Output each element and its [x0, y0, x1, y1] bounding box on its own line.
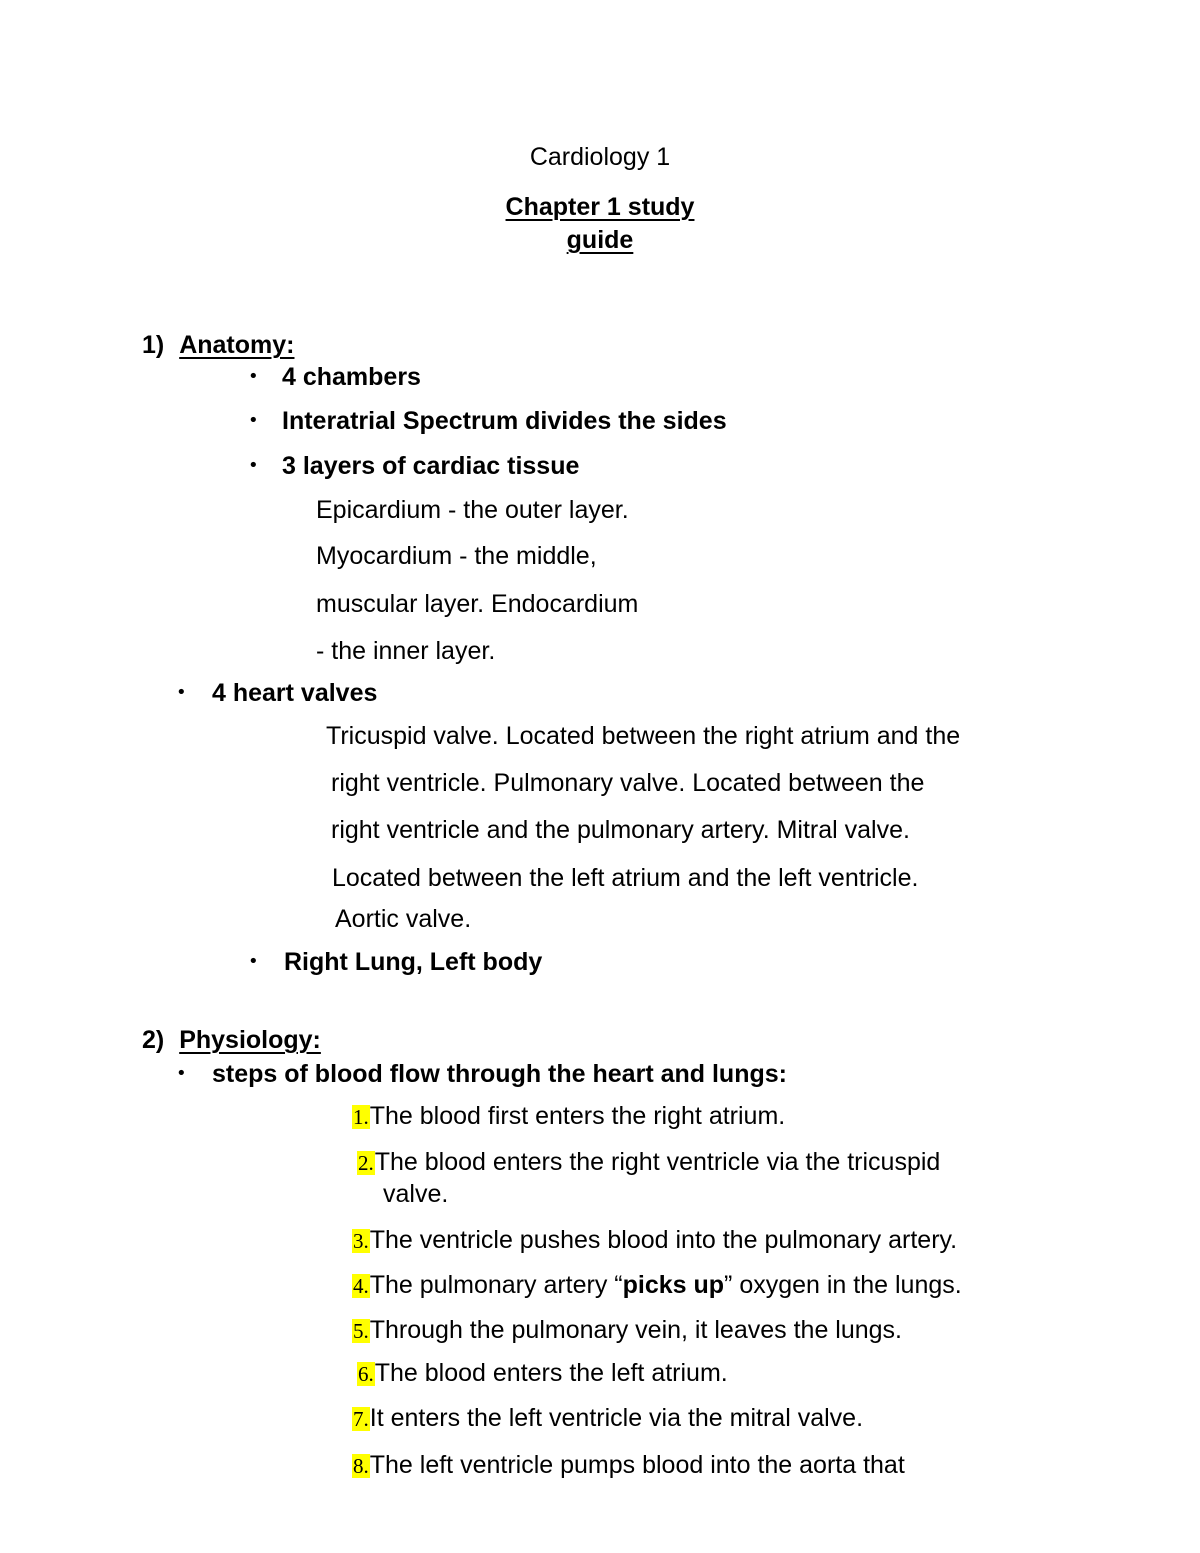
step-number: 3. — [353, 1229, 369, 1253]
section-number: 2) — [142, 1026, 165, 1054]
step-item — [352, 1450, 905, 1481]
bullet-icon: • — [248, 455, 259, 476]
step-text-post: ” oxygen in the lungs. — [724, 1271, 962, 1299]
step-text: The left ventricle pumps blood into the aorta that — [369, 1451, 905, 1479]
valves-heading: 4 heart valves — [212, 679, 378, 707]
bullet-icon: • — [248, 951, 259, 972]
step-item — [357, 1147, 940, 1178]
anatomy-bullet-1: 4 chambers — [282, 363, 421, 391]
document-title: Cardiology 1 — [529, 143, 671, 171]
step-text-bold: picks up — [622, 1271, 725, 1299]
anatomy-bullet-3: 3 layers of cardiac tissue — [282, 452, 580, 480]
step-number: 6. — [358, 1362, 374, 1386]
step-item — [352, 1270, 962, 1301]
step-item — [352, 1225, 957, 1256]
bullet-icon: • — [176, 1063, 187, 1084]
section-number: 1) — [142, 331, 165, 359]
subtitle-text-1: Chapter 1 study — [505, 193, 695, 221]
anatomy-last-bullet: Right Lung, Left body — [284, 948, 543, 976]
document-subtitle-line-1 — [0, 192, 1200, 222]
step-number: 8. — [353, 1454, 369, 1478]
step-item — [352, 1101, 785, 1132]
step-number: 7. — [353, 1407, 369, 1431]
physiology-bullet: steps of blood flow through the heart and lungs: — [212, 1060, 787, 1088]
valves-line-3: right ventricle and the pulmonary artery. Mitral valve. — [331, 816, 910, 844]
document-subtitle-line-2 — [0, 225, 1200, 255]
section-title: Physiology: — [179, 1026, 321, 1054]
step-text: It enters the left ventricle via the mitral valve. — [369, 1404, 864, 1432]
section-title: Anatomy: — [179, 331, 295, 359]
valves-line-2: right ventricle. Pulmonary valve. Located between the — [331, 769, 925, 797]
layers-line-4: - the inner layer. — [316, 637, 496, 665]
step-text: The ventricle pushes blood into the pulmonary artery. — [369, 1226, 958, 1254]
step-number: 2. — [358, 1151, 374, 1175]
step-item — [352, 1403, 863, 1434]
layers-line-1: Epicardium - the outer layer. — [316, 496, 629, 524]
layers-line-3: muscular layer. Endocardium — [316, 590, 639, 618]
section-anatomy-heading — [142, 330, 294, 360]
layers-line-2: Myocardium - the middle, — [316, 542, 597, 570]
anatomy-bullet-2: Interatrial Spectrum divides the sides — [282, 407, 727, 435]
step-text: The blood first enters the right atrium. — [369, 1102, 786, 1130]
step-text: The blood enters the right ventricle via the tricuspid — [374, 1148, 941, 1176]
step-number: 4. — [353, 1274, 369, 1298]
step-text-pre: The pulmonary artery “ — [369, 1271, 623, 1299]
valves-line-5: Aortic valve. — [335, 905, 472, 933]
step-number: 5. — [353, 1319, 369, 1343]
section-physiology-heading — [142, 1025, 321, 1055]
bullet-icon: • — [248, 410, 259, 431]
valves-line-4: Located between the left atrium and the left ventricle. — [332, 864, 919, 892]
bullet-icon: • — [248, 366, 259, 387]
step-continuation: valve. — [383, 1180, 449, 1208]
valves-line-1: Tricuspid valve. Located between the right atrium and the — [326, 722, 961, 750]
subtitle-text-2: guide — [566, 226, 634, 254]
step-number: 1. — [353, 1105, 369, 1129]
bullet-icon: • — [176, 682, 187, 703]
step-item — [357, 1358, 728, 1389]
step-text: Through the pulmonary vein, it leaves the lungs. — [369, 1316, 903, 1344]
step-text: The blood enters the left atrium. — [374, 1359, 728, 1387]
step-item — [352, 1315, 902, 1346]
